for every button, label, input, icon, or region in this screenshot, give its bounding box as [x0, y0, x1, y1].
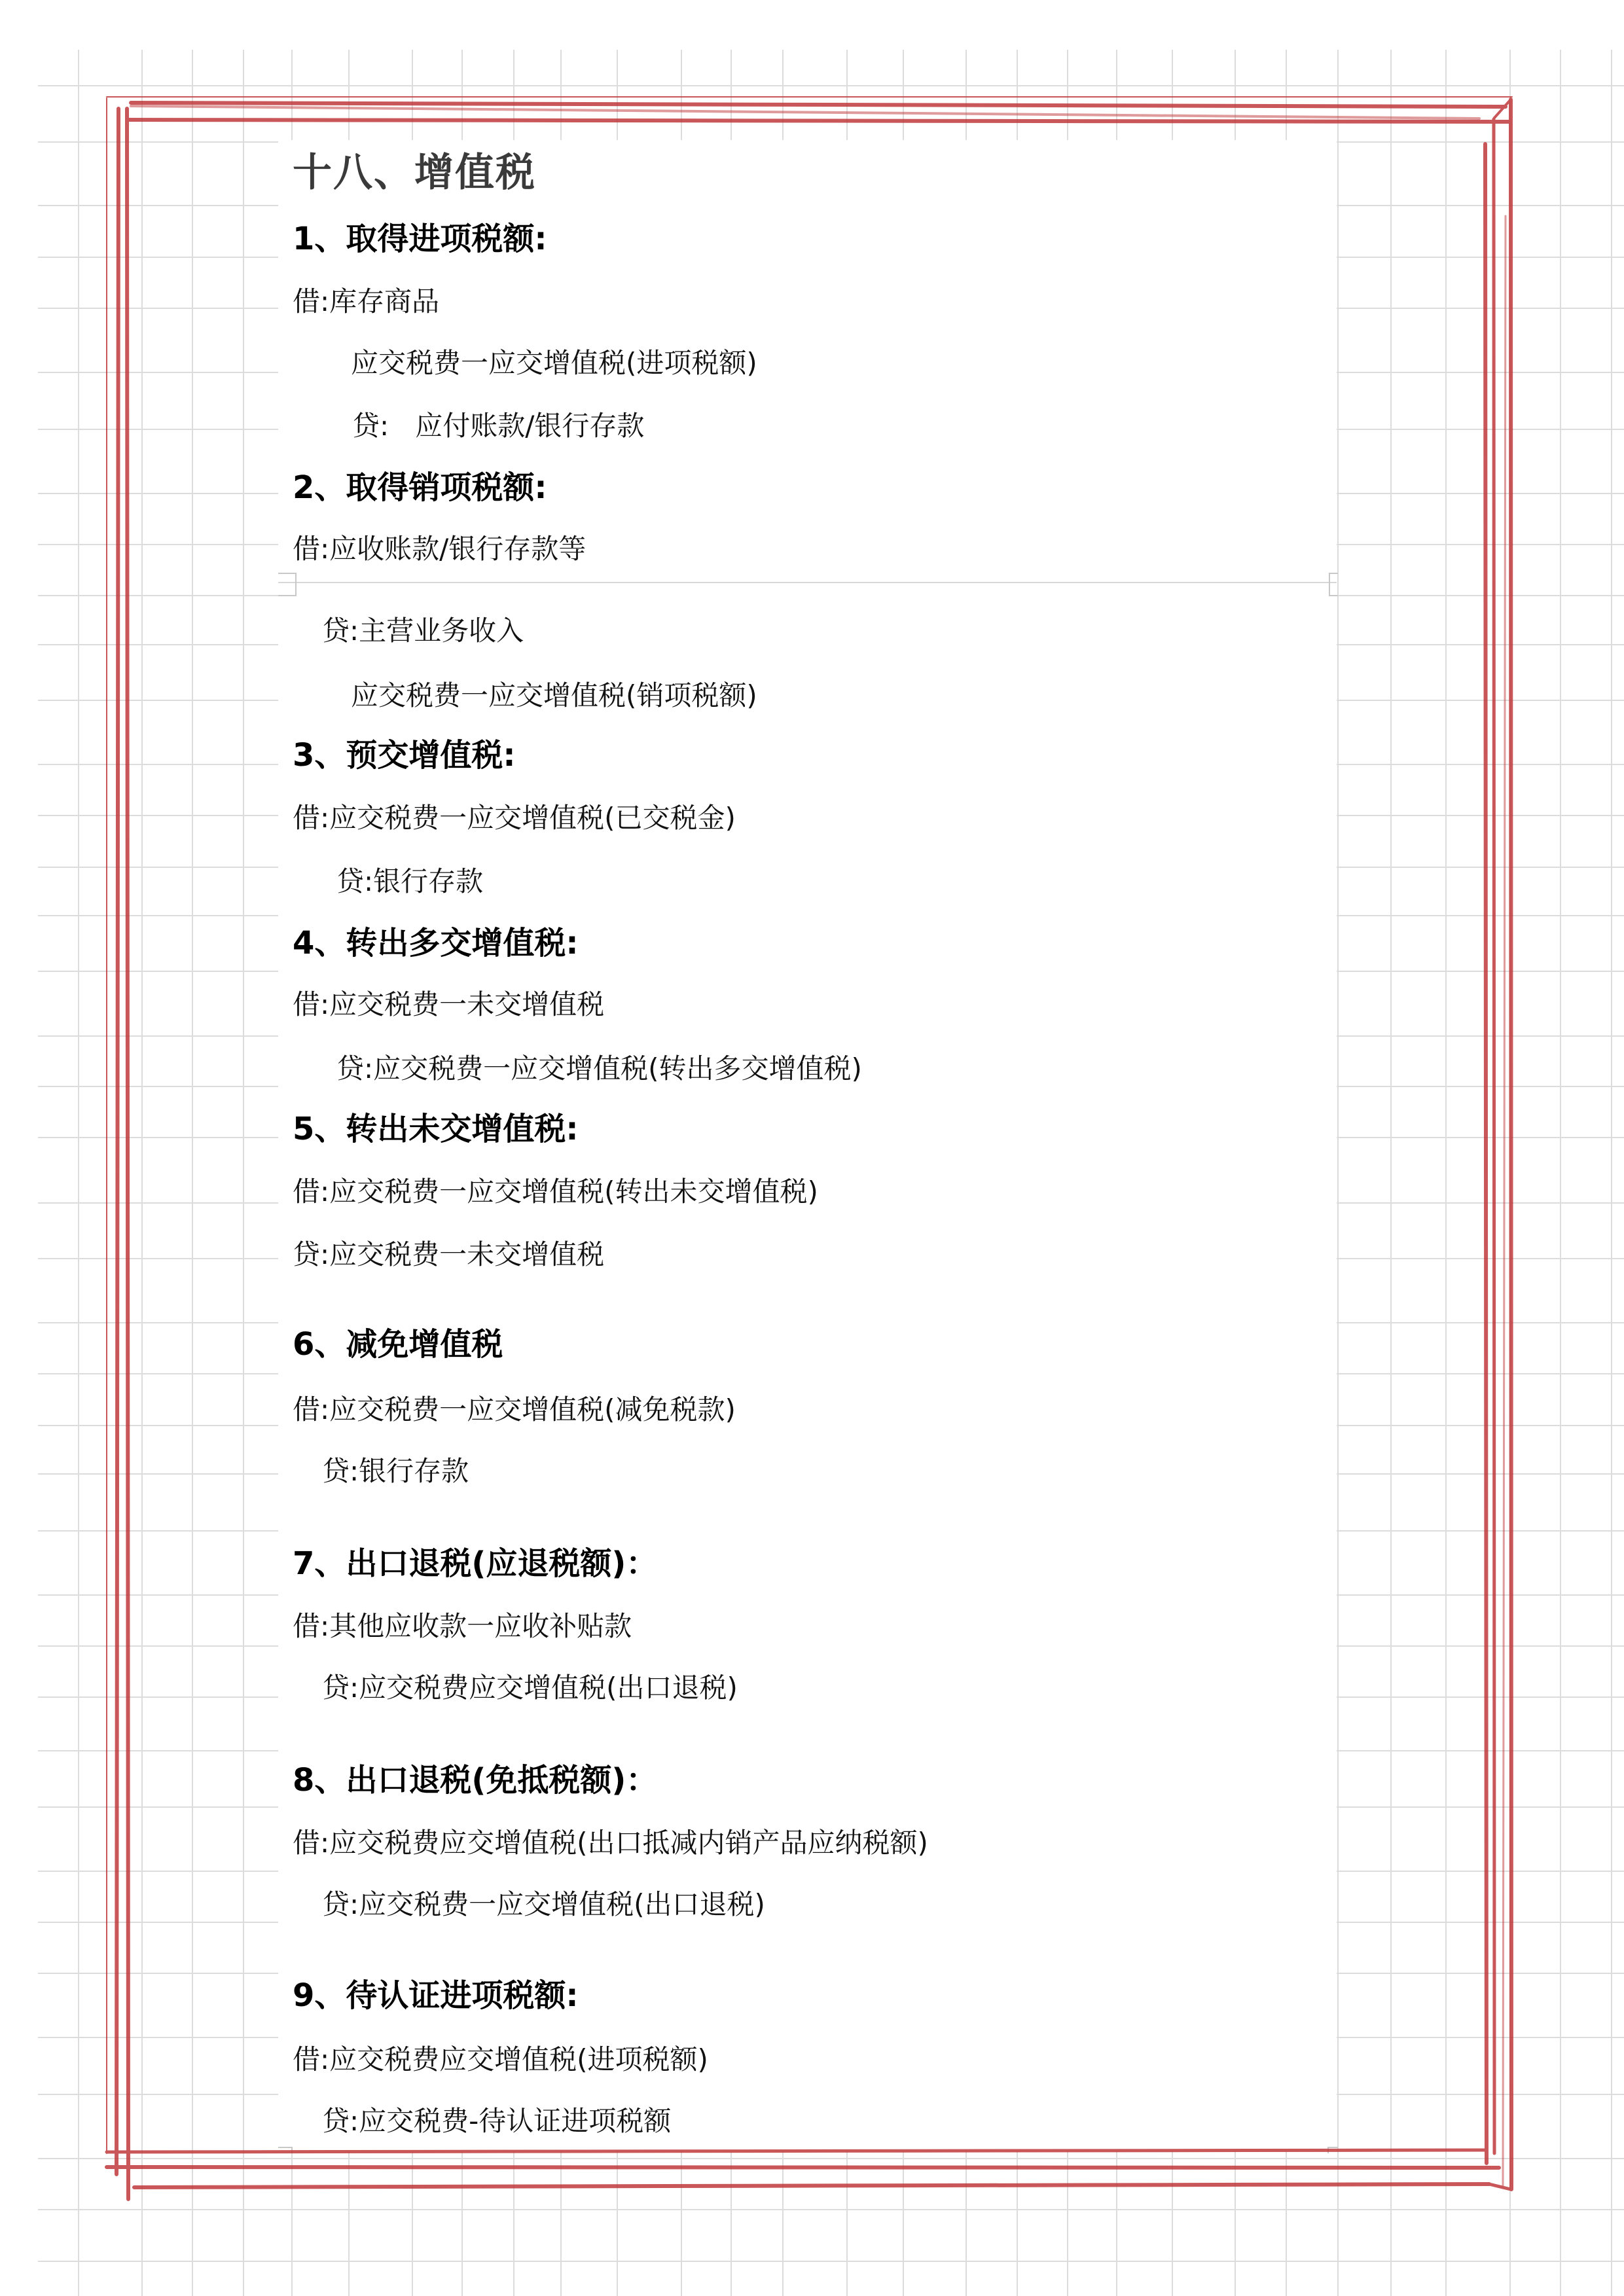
section-heading: 5、转出未交增值税: — [293, 1111, 579, 1147]
page-corner-marker — [1329, 573, 1338, 596]
journal-entry-debit: 借:库存商品 — [293, 285, 440, 317]
journal-entry-credit: 应交税费一应交增值税(销项税额) — [351, 679, 757, 711]
journal-entry-credit: 贷:银行存款 — [336, 865, 484, 897]
section-heading: 8、出口退税(免抵税额)： — [293, 1762, 658, 1799]
journal-entry-debit: 借:应收账款/银行存款等 — [293, 533, 586, 565]
journal-entry-credit: 贷:主营业务收入 — [322, 615, 524, 647]
section-heading: 4、转出多交增值税: — [293, 925, 579, 961]
page-corner-marker — [278, 2147, 293, 2153]
journal-entry-debit: 应交税费一应交增值税(进项税额) — [351, 347, 757, 379]
journal-entry-debit: 借:应交税费应交增值税(出口抵减内销产品应纳税额) — [293, 1827, 928, 1859]
journal-entry-credit: 贷:应交税费一未交增值税 — [293, 1238, 605, 1270]
journal-entry-credit: 贷:应交税费一应交增值税(转出多交增值税) — [336, 1052, 862, 1085]
journal-entry-credit: 贷:银行存款 — [322, 1455, 469, 1487]
journal-entry-debit: 借:应交税费一应交增值税(转出未交增值税) — [293, 1175, 818, 1208]
journal-entry-debit: 借:其他应收款一应收补贴款 — [293, 1610, 632, 1642]
journal-entry-credit: 贷:应交税费一应交增值税(出口退税) — [322, 1888, 765, 1920]
page-corner-marker — [278, 573, 297, 596]
journal-entry-debit: 借:应交税费一应交增值税(已交税金) — [293, 802, 736, 834]
section-heading: 1、取得进项税额: — [293, 221, 547, 257]
journal-entry-credit: 贷:应交税费应交增值税(出口退税) — [322, 1672, 738, 1704]
document-title: 十八、增值税 — [293, 150, 536, 196]
journal-entry-credit: 贷: 应付账款/银行存款 — [352, 410, 645, 442]
section-heading: 7、出口退税(应退税额)： — [293, 1545, 658, 1582]
section-heading: 9、待认证进项税额: — [293, 1977, 579, 2014]
journal-entry-debit: 借:应交税费一应交增值税(减免税款) — [293, 1393, 736, 1426]
section-heading: 6、减免增值税 — [293, 1326, 503, 1363]
journal-entry-debit: 借:应交税费应交增值税(进项税额) — [293, 2043, 708, 2075]
section-heading: 2、取得销项税额: — [293, 469, 547, 506]
journal-entry-debit: 借:应交税费一未交增值税 — [293, 988, 605, 1020]
page-break-divider — [278, 582, 1337, 583]
section-heading: 3、预交增值税: — [293, 737, 516, 774]
journal-entry-credit: 贷:应交税费-待认证进项税额 — [322, 2105, 672, 2137]
page-corner-marker — [1327, 2147, 1338, 2153]
